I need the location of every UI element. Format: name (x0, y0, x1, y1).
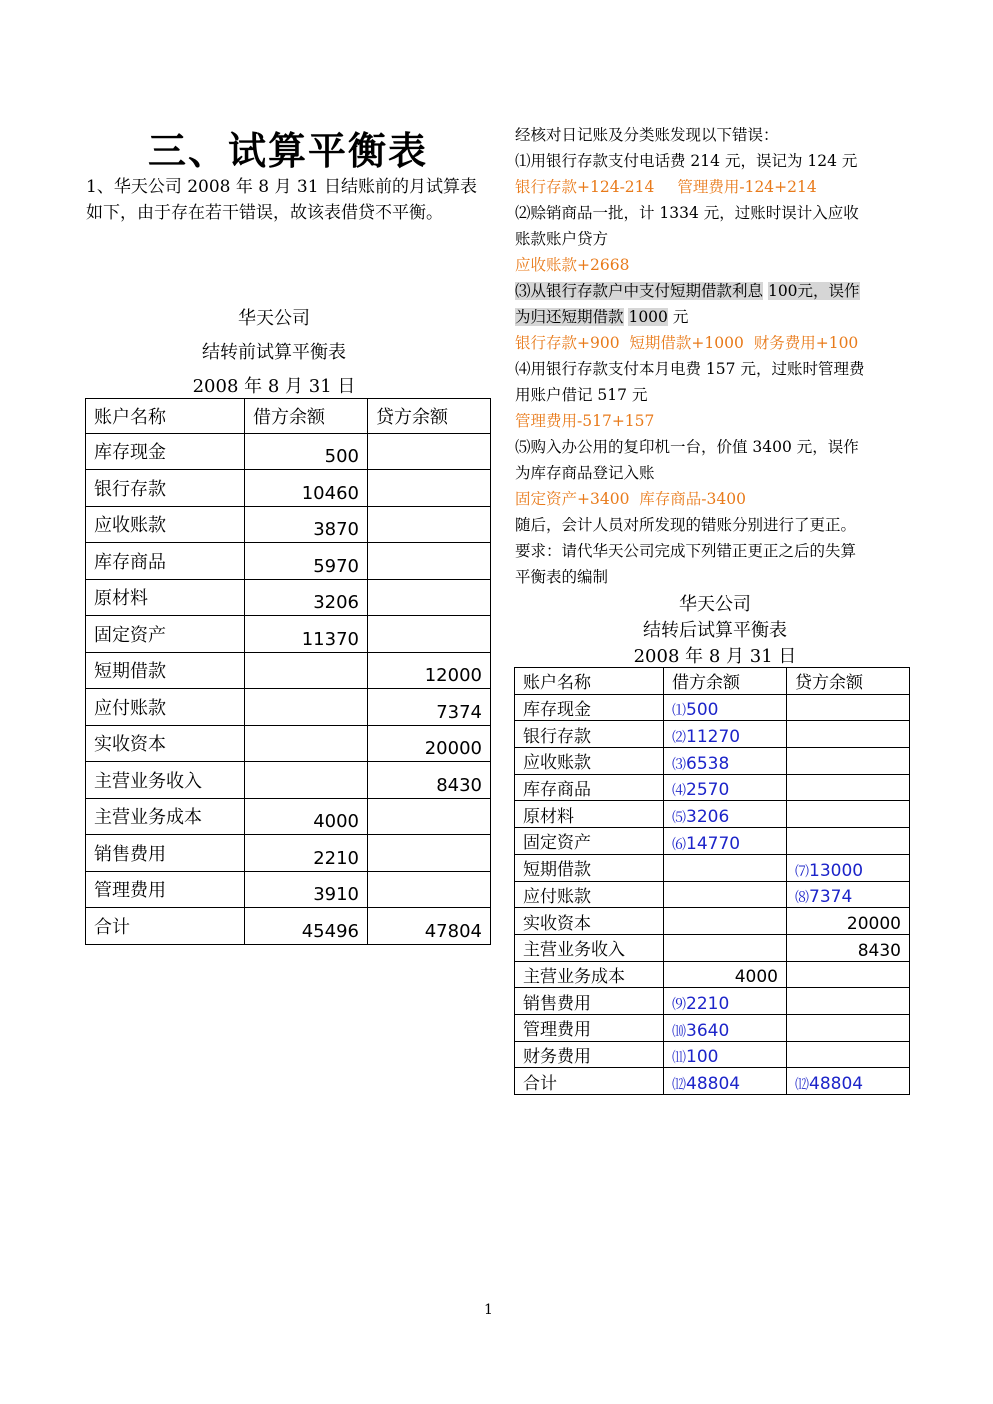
table2-debit-value: 2570 (686, 780, 730, 801)
error-1-fix-b: 管理费用-124+214 (677, 178, 817, 196)
table1-header-row (86, 399, 491, 434)
table2-credit-cell (787, 774, 910, 801)
table1-debit-cell: 2210 (245, 835, 368, 872)
error-3-fix: 银行存款+900 短期借款+1000 财务费用+100 (515, 334, 859, 352)
table2-account-cell: 主营业务收入 (515, 934, 664, 961)
table2-debit-value: 3640 (686, 1020, 730, 1041)
table1-header-account: 账户名称 (86, 399, 245, 434)
table2-account-cell: 银行存款 (515, 721, 664, 748)
table1-debit-cell (245, 689, 368, 726)
error-3-line1 (515, 278, 915, 304)
table1-account-cell: 应付账款 (86, 689, 245, 726)
table2-account-cell: 主营业务成本 (515, 961, 664, 988)
table1-row (86, 798, 491, 835)
table2-row (515, 1014, 910, 1041)
table2-credit-cell (787, 1041, 910, 1068)
error-3-line1-a: ⑶从银行存款户中支付短期借款利息 (515, 282, 764, 300)
table2-debit-cell (664, 854, 787, 881)
table1-row (86, 871, 491, 908)
table2-debit-cell (664, 774, 787, 801)
error-5-fix: 固定资产+3400 库存商品-3400 (515, 490, 746, 508)
table1-credit-cell (368, 835, 491, 872)
table1-debit-cell: 3870 (245, 506, 368, 543)
table2-header-debit: 借方余额 (664, 668, 787, 695)
table1-row (86, 506, 491, 543)
table1-debit-cell: 11370 (245, 616, 368, 653)
table2-row (515, 694, 910, 721)
table2-credit-mark: ⑻ (795, 890, 809, 907)
table2-debit-cell (664, 961, 787, 988)
table1-debit-cell: 3910 (245, 871, 368, 908)
table1-row (86, 652, 491, 689)
table2-account-cell: 管理费用 (515, 1014, 664, 1041)
table1-account-cell: 库存现金 (86, 433, 245, 470)
table2-body (515, 668, 910, 1095)
table2-row (515, 908, 910, 935)
table2-credit-cell (787, 988, 910, 1015)
table2-account-cell: 应付账款 (515, 881, 664, 908)
error-5-line1: ⑸购入办公用的复印机一台，价值 3400 元，误作 (515, 438, 859, 456)
table1-account-cell: 银行存款 (86, 470, 245, 507)
table2-debit-value: 3206 (686, 807, 730, 828)
table2-debit-cell (664, 828, 787, 855)
table1-account-cell: 应收账款 (86, 506, 245, 543)
intro-paragraph: 1、华天公司 2008 年 8 月 31 日结账前的月试算表如下，由于存在若干错误，故该表借贷不平衡。 (86, 177, 477, 223)
table1-credit-cell (368, 506, 491, 543)
table2-header-account: 账户名称 (515, 668, 664, 695)
table2-credit-cell (787, 961, 910, 988)
table2-debit-value: 2210 (686, 993, 730, 1014)
table1-credit-cell (368, 470, 491, 507)
table2-credit-cell (787, 854, 910, 881)
error-2-line2: 账款账户贷方 (515, 230, 609, 248)
table1-credit-cell (368, 616, 491, 653)
table1-body (86, 399, 491, 945)
table2-credit-cell (787, 934, 910, 961)
table2-debit-mark: ⑷ (672, 783, 686, 800)
table1-debit-cell (245, 762, 368, 799)
table2-credit-cell (787, 828, 910, 855)
table2-debit-cell (664, 908, 787, 935)
table2-row (515, 988, 910, 1015)
error-notes (515, 122, 915, 590)
error-3-line2-a: 为归还短期借款 (515, 308, 624, 326)
table2-row (515, 854, 910, 881)
error-5-line2: 为库存商品登记入账 (515, 464, 655, 482)
table1-credit-cell: 20000 (368, 725, 491, 762)
table1-date: 2008 年 8 月 31 日 (192, 376, 356, 397)
table1-account-cell: 原材料 (86, 579, 245, 616)
table2-date: 2008 年 8 月 31 日 (633, 646, 797, 667)
table2-name: 结转后试算平衡表 (643, 620, 787, 641)
table1-row (86, 616, 491, 653)
table1-account-cell: 短期借款 (86, 652, 245, 689)
error-3-line2-b: 1000 (628, 308, 668, 326)
table2-debit-value: 14770 (686, 833, 741, 854)
table2-account-cell: 实收资本 (515, 908, 664, 935)
table2-credit-value: 48804 (809, 1074, 864, 1094)
table2-account-cell: 固定资产 (515, 828, 664, 855)
table1-credit-cell: 7374 (368, 689, 491, 726)
requirement-line1: 要求：请代华天公司完成下列错正更正之后的失算 (515, 542, 857, 560)
error-2-line1: ⑵赊销商品一批，计 1334 元，过账时误计入应收 (515, 204, 859, 222)
table2-debit-mark: ⑾ (672, 1050, 686, 1067)
trial-balance-before-table (85, 398, 491, 945)
table1-debit-cell: 4000 (245, 798, 368, 835)
table2-debit-value: 6538 (686, 753, 730, 774)
table2-credit-value: 8430 (857, 940, 901, 961)
table1-debit-cell: 45496 (245, 908, 368, 945)
table1-credit-cell (368, 871, 491, 908)
table2-debit-cell (664, 1068, 787, 1095)
table1-row (86, 908, 491, 945)
table2-row (515, 721, 910, 748)
table1-account-cell: 主营业务成本 (86, 798, 245, 835)
table1-debit-cell: 10460 (245, 470, 368, 507)
table1-credit-cell (368, 798, 491, 835)
table2-credit-mark: ⑿ (795, 1077, 809, 1093)
error-1-fix-a: 银行存款+124-214 (515, 178, 655, 196)
table1-row (86, 835, 491, 872)
table2-row (515, 881, 910, 908)
table1-debit-cell: 5970 (245, 543, 368, 580)
table2-credit-cell (787, 1014, 910, 1041)
error-3-line2 (515, 304, 915, 330)
table1-credit-cell: 47804 (368, 908, 491, 945)
table1-account-cell: 主营业务收入 (86, 762, 245, 799)
table2-debit-value: 11270 (686, 727, 741, 748)
table2-credit-value: 13000 (809, 860, 864, 881)
table2-account-cell: 合计 (515, 1068, 664, 1095)
table2-credit-cell (787, 1068, 910, 1095)
table2-credit-mark: ⑺ (795, 863, 809, 880)
table2-account-cell: 销售费用 (515, 988, 664, 1015)
table2-row (515, 1041, 910, 1068)
error-3-line1-b: 100 (767, 282, 798, 300)
table2-debit-cell (664, 934, 787, 961)
table1-header-credit: 贷方余额 (368, 399, 491, 434)
table1-credit-cell: 12000 (368, 652, 491, 689)
table1-row (86, 725, 491, 762)
table1-account-cell: 合计 (86, 908, 245, 945)
table2-account-cell: 应收账款 (515, 748, 664, 775)
table2-header-credit: 贷方余额 (787, 668, 910, 695)
trial-balance-after-table (514, 667, 910, 1095)
table2-debit-mark: ⑵ (672, 730, 686, 747)
table2-debit-mark: ⑸ (672, 810, 686, 827)
error-3-line1-c: 元，误作 (797, 282, 860, 300)
table2-credit-cell (787, 881, 910, 908)
table1-credit-cell (368, 579, 491, 616)
table2-debit-value: 500 (686, 700, 719, 721)
table2-row (515, 748, 910, 775)
table2-debit-cell (664, 801, 787, 828)
table2-row (515, 774, 910, 801)
table2-debit-cell (664, 748, 787, 775)
table1-row (86, 433, 491, 470)
table2-account-cell: 原材料 (515, 801, 664, 828)
table2-row (515, 828, 910, 855)
table2-debit-cell (664, 1041, 787, 1068)
table2-debit-mark: ⑽ (672, 1023, 686, 1040)
table2-account-cell: 库存现金 (515, 694, 664, 721)
table2-credit-cell (787, 748, 910, 775)
table1-debit-cell: 500 (245, 433, 368, 470)
table2-row (515, 961, 910, 988)
table1-debit-cell (245, 725, 368, 762)
table2-credit-cell (787, 721, 910, 748)
table2-debit-cell (664, 721, 787, 748)
table1-debit-cell: 3206 (245, 579, 368, 616)
table2-debit-value: 48804 (686, 1074, 741, 1094)
table2-debit-value: 100 (686, 1047, 719, 1068)
table2-account-cell: 库存商品 (515, 774, 664, 801)
table2-row (515, 934, 910, 961)
table1-name: 结转前试算平衡表 (202, 342, 346, 363)
table2-debit-mark: ⑴ (672, 703, 686, 720)
error-1: ⑴用银行存款支付电话费 214 元，误记为 124 元 (515, 152, 858, 170)
table2-debit-cell (664, 881, 787, 908)
table1-account-cell: 固定资产 (86, 616, 245, 653)
error-3-line2-c: 元 (672, 308, 689, 326)
table1-company: 华天公司 (238, 308, 310, 329)
table2-debit-mark: ⑶ (672, 756, 686, 773)
error-4-line1: ⑷用银行存款支付本月电费 157 元，过账时管理费 (515, 360, 865, 378)
table1-header-debit: 借方余额 (245, 399, 368, 434)
table2-credit-cell (787, 801, 910, 828)
table2-credit-value: 7374 (809, 887, 853, 908)
table1-row (86, 470, 491, 507)
table1-credit-cell (368, 433, 491, 470)
table2-debit-cell (664, 988, 787, 1015)
table1-account-cell: 管理费用 (86, 871, 245, 908)
error-4-line2: 用账户借记 517 元 (515, 386, 648, 404)
table2-row (515, 1068, 910, 1095)
table1-debit-cell (245, 652, 368, 689)
table1-row (86, 762, 491, 799)
table2-debit-mark: ⑹ (672, 836, 686, 853)
table1-account-cell: 实收资本 (86, 725, 245, 762)
table1-row (86, 689, 491, 726)
table1-row (86, 579, 491, 616)
page-number: 1 (484, 1302, 493, 1318)
table2-credit-cell (787, 908, 910, 935)
error-4-fix: 管理费用-517+157 (515, 412, 655, 430)
table2-debit-cell (664, 694, 787, 721)
errors-intro: 经核对日记账及分类账发现以下错误： (515, 126, 779, 144)
table2-account-cell: 短期借款 (515, 854, 664, 881)
table2-debit-cell (664, 1014, 787, 1041)
table2-header-row (515, 668, 910, 695)
requirement-line2: 平衡表的编制 (515, 568, 609, 586)
table2-debit-mark: ⑼ (672, 996, 686, 1013)
table2-credit-value: 20000 (846, 913, 901, 934)
table2-row (515, 801, 910, 828)
table1-account-cell: 库存商品 (86, 543, 245, 580)
table2-credit-cell (787, 694, 910, 721)
error-1-fix (515, 174, 915, 200)
table1-row (86, 543, 491, 580)
table2-debit-value: 4000 (734, 967, 778, 988)
table1-credit-cell: 8430 (368, 762, 491, 799)
table1-credit-cell (368, 543, 491, 580)
table2-account-cell: 财务费用 (515, 1041, 664, 1068)
table2-debit-mark: ⑿ (672, 1077, 686, 1093)
page-title: 三、试算平衡表 (148, 128, 429, 173)
table2-company: 华天公司 (679, 594, 751, 615)
error-2-fix: 应收账款+2668 (515, 256, 630, 274)
table1-account-cell: 销售费用 (86, 835, 245, 872)
correction-note: 随后，会计人员对所发现的错账分别进行了更正。 (515, 516, 857, 534)
